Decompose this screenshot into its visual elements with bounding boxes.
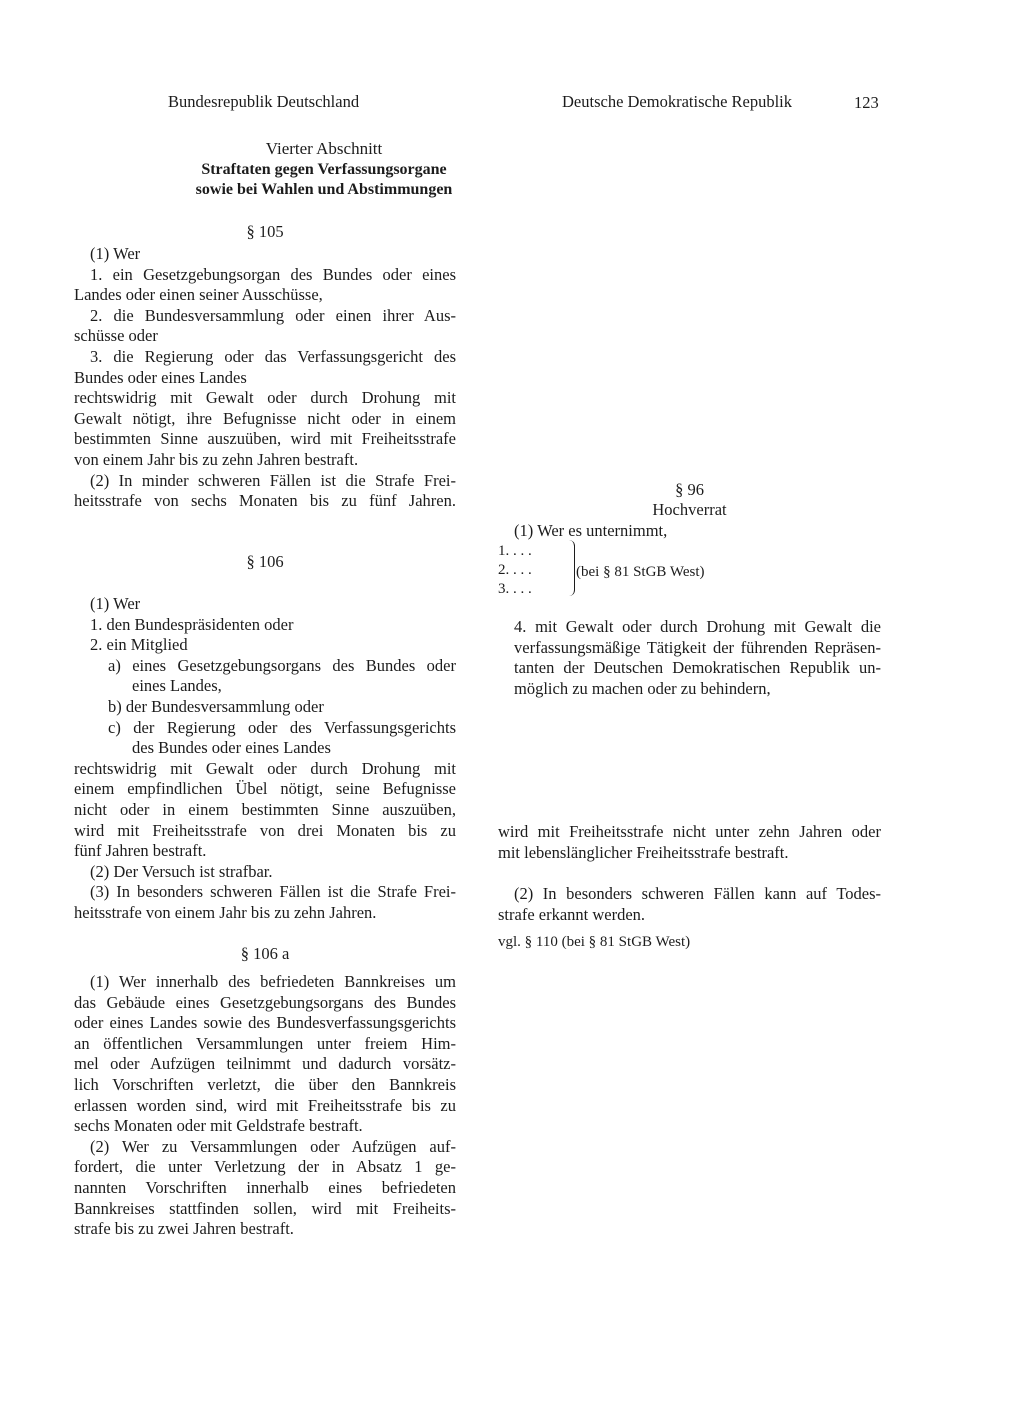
header-left: Bundesrepublik Deutschland (168, 92, 360, 111)
p105-line: rechtswidrig mit Gewalt oder durch Drohung mit (74, 388, 456, 408)
p105-line: 2. die Bundesversammlung oder einen ihrer Aus- (90, 305, 456, 325)
p105-line: schüsse oder (74, 326, 158, 346)
p96-item: 3. . . . (498, 581, 532, 597)
page-number: 123 (854, 93, 879, 112)
p105-body (74, 244, 456, 512)
p105-line: Landes oder einen seiner Ausschüsse, (74, 285, 323, 305)
p96-para2 (498, 884, 881, 925)
header-right: Deutsche Demokratische Republik (562, 92, 793, 111)
p106a-line: mel oder Aufzügen teilnimmt und dadurch vorsätz- (74, 1054, 456, 1074)
p96-penalty-line: mit lebenslänglicher Freiheitsstrafe bestraft. (498, 842, 789, 862)
p105-line: Gewalt nötigt, ihre Befugnisse nicht oder in einem (74, 408, 456, 428)
p106-heading: § 106 (246, 552, 284, 571)
p96-item: 2. . . . (498, 562, 532, 578)
p105-line: 1. ein Gesetzgebungsorgan des Bundes oder eines (90, 264, 456, 284)
p96-title: Hochverrat (652, 500, 727, 519)
p96-penalty-line: wird mit Freiheitsstrafe nicht unter zehn Jahren oder (498, 822, 881, 841)
p96-reference: vgl. § 110 (bei § 81 StGB West) (498, 934, 691, 950)
section-heading (74, 139, 574, 201)
section-title: Vierter Abschnitt (265, 139, 383, 158)
p106a-line: strafe bis zu zwei Jahren bestraft. (74, 1219, 294, 1239)
section-subtitle-2: sowie bei Wahlen und Abstimmungen (195, 181, 453, 199)
p105-line: bestimmten Sinne auszuüben, wird mit Freiheitsstrafe (74, 429, 456, 449)
p96-intro: (1) Wer es unternimmt, (514, 521, 668, 540)
p106-line: einem empfindlichen Übel nötigt, seine Befugnisse (74, 779, 456, 799)
p106a-line: (2) Wer zu Versammlungen oder Aufzügen auf- (90, 1136, 456, 1156)
p106a-line: das Gebäude eines Gesetzgebungsorgans des Bundes (74, 992, 456, 1012)
p106a-line: nannten Vorschriften innerhalb eines befriedeten (74, 1177, 456, 1197)
p105-heading: § 105 (246, 222, 284, 241)
p96-item4-line: tanten der Deutschen Demokratischen Republik un- (514, 658, 881, 678)
curly-brace (566, 540, 575, 596)
p106a-heading: § 106 a (240, 944, 290, 963)
p105-line: (1) Wer (90, 244, 141, 263)
p106-line: wird mit Freiheitsstrafe von drei Monaten bis zu (74, 820, 456, 840)
p105-line: Bundes oder eines Landes (74, 367, 247, 387)
p106a-line: erlassen worden sind, wird mit Freiheitsstrafe bis zu (74, 1095, 456, 1115)
p106a-line: oder eines Landes sowie des Bundesverfassungsgerichts (74, 1013, 456, 1033)
p96-item4-line: verfassungsmäßige Tätigkeit der führenden Repräsen- (514, 637, 881, 657)
p106a-line: (1) Wer innerhalb des befriedeten Bannkreises um (90, 972, 456, 991)
p106a-line: an öffentlichen Versammlungen unter freiem Him- (74, 1033, 456, 1053)
p96-item4-line: möglich zu machen oder zu behindern, (514, 678, 771, 698)
p106-line: eines Landes, (132, 676, 222, 696)
p106-line: rechtswidrig mit Gewalt oder durch Drohung mit (74, 758, 456, 778)
p106-line: heitsstrafe von einem Jahr bis zu zehn Jahren. (74, 902, 377, 922)
p106-body (74, 594, 456, 924)
section-subtitle-1: Straftaten gegen Verfassungsorgane (201, 160, 447, 178)
p96-items (498, 542, 532, 599)
p106a-body (74, 972, 456, 1240)
p106-line: des Bundes oder eines Landes (132, 738, 331, 758)
p106-line: fünf Jahren bestraft. (74, 841, 207, 861)
p105-line: von einem Jahr bis zu zehn Jahren bestraft. (74, 449, 359, 469)
p106-line: (1) Wer (90, 594, 141, 613)
p106-line: 2. ein Mitglied (90, 635, 188, 655)
p105-line: 3. die Regierung oder das Verfassungsgericht des (90, 346, 456, 366)
p96-para2-line: (2) In besonders schweren Fällen kann auf Todes- (514, 884, 881, 903)
p106-line: 1. den Bundespräsidenten oder (90, 614, 294, 634)
p106a-line: fordert, die unter Verletzung der in Absatz 1 ge- (74, 1157, 456, 1177)
p106-line: b) der Bundesversammlung oder (108, 696, 324, 716)
p96-penalty (498, 822, 881, 863)
p105-line: heitsstrafe von sechs Monaten bis zu fünf Jahren. (74, 491, 456, 511)
p106-line: (2) Der Versuch ist strafbar. (90, 861, 273, 881)
p106-line: nicht oder in einem bestimmten Sinne auszuüben, (74, 799, 456, 819)
p106a-line: Bannkreises stattfinden sollen, wird mit Freiheits- (74, 1198, 456, 1218)
p106a-line: sechs Monaten oder mit Geldstrafe bestraft. (74, 1116, 363, 1136)
p106-line: a) eines Gesetzgebungsorgans des Bundes oder (108, 655, 456, 675)
p96-item4 (498, 617, 881, 699)
p96-item4-line: 4. mit Gewalt oder durch Drohung mit Gewalt die (514, 617, 881, 636)
p105-line: (2) In minder schweren Fällen ist die Strafe Frei- (90, 470, 456, 490)
p96-para2-line: strafe erkannt werden. (498, 904, 646, 924)
p106-line: (3) In besonders schweren Fällen ist die Strafe Frei- (90, 882, 456, 902)
p96-item: 1. . . . (498, 543, 532, 559)
brace-note: (bei § 81 StGB West) (576, 564, 705, 580)
p96-heading: § 96 (675, 480, 704, 499)
p106a-line: lich Vorschriften verletzt, die über den Bannkreis (74, 1074, 456, 1094)
p106-line: c) der Regierung oder des Verfassungsgerichts (108, 717, 456, 737)
